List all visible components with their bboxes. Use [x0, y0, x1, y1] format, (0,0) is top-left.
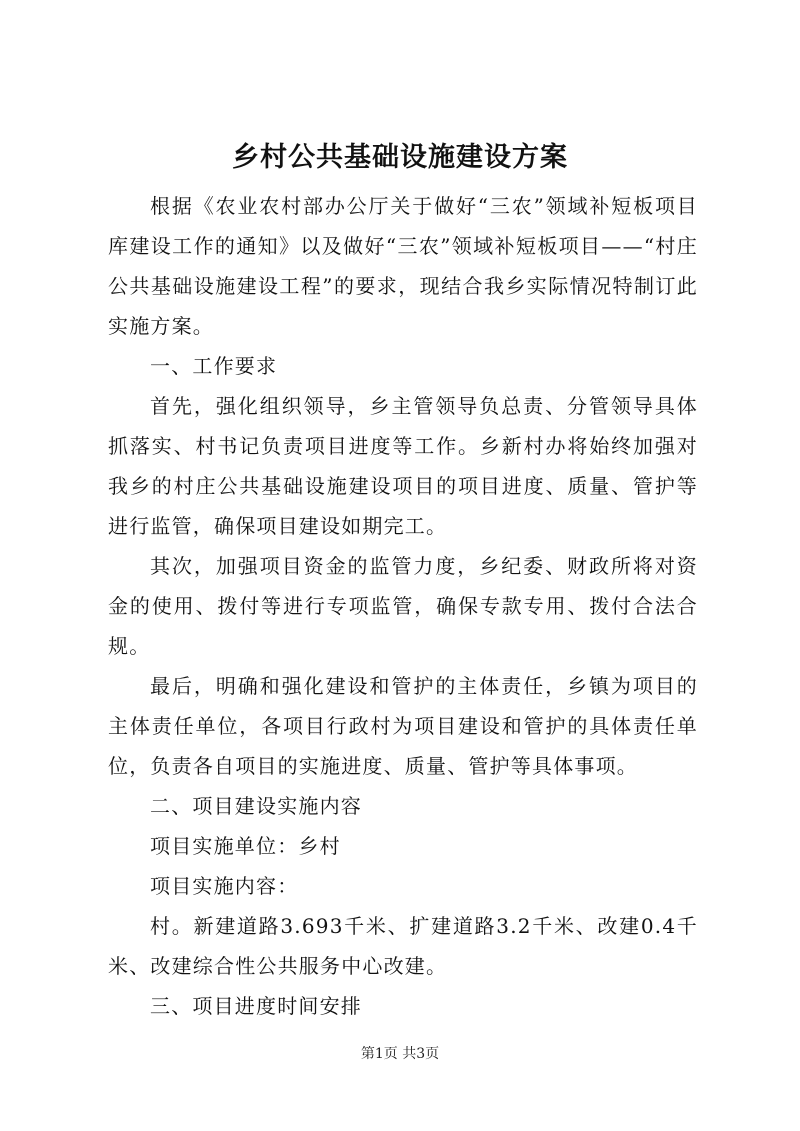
paragraph-implementing-content-label: 项目实施内容：: [150, 874, 299, 898]
paragraph-implementing-unit: 项目实施单位：乡村: [150, 834, 341, 858]
section-heading-project-content: 二、项目建设实施内容: [150, 794, 362, 818]
section-heading-work-requirements: 一、工作要求: [150, 354, 278, 378]
paragraph-implementing-content: 村。新建道路3.693千米、扩建道路3.2千米、改建0.4千米、改建综合性公共服务中心改建。: [108, 914, 698, 978]
paragraph-intro: 根据《农业农村部办公厅关于做好“三农”领域补短板项目库建设工作的通知》以及做好“三农”领域补短板项目——“村庄公共基础设施建设工程”的要求，现结合我乡实际情况特制订此实施方案。: [108, 194, 698, 338]
paragraph-first: 首先，强化组织领导，乡主管领导负总责、分管领导具体抓落实、村书记负责项目进度等工作。乡新村办将始终加强对我乡的村庄公共基础设施建设项目的项目进度、质量、管护等进行监管，确保项目建设如期完工。: [108, 394, 698, 538]
section-heading-schedule: 三、项目进度时间安排: [150, 994, 362, 1018]
paragraph-finally: 最后，明确和强化建设和管护的主体责任，乡镇为项目的主体责任单位，各项目行政村为项目建设和管护的具体责任单位，负责各自项目的实施进度、质量、管护等具体事项。: [108, 674, 698, 778]
document-title: 乡村公共基础设施建设方案: [232, 142, 568, 173]
paragraph-second: 其次，加强项目资金的监管力度，乡纪委、财政所将对资金的使用、拨付等进行专项监管，确保专款专用、拨付合法合规。: [108, 554, 698, 658]
document-body: [108, 186, 698, 1026]
page-number-footer: 第1页 共3页: [360, 1046, 440, 1062]
